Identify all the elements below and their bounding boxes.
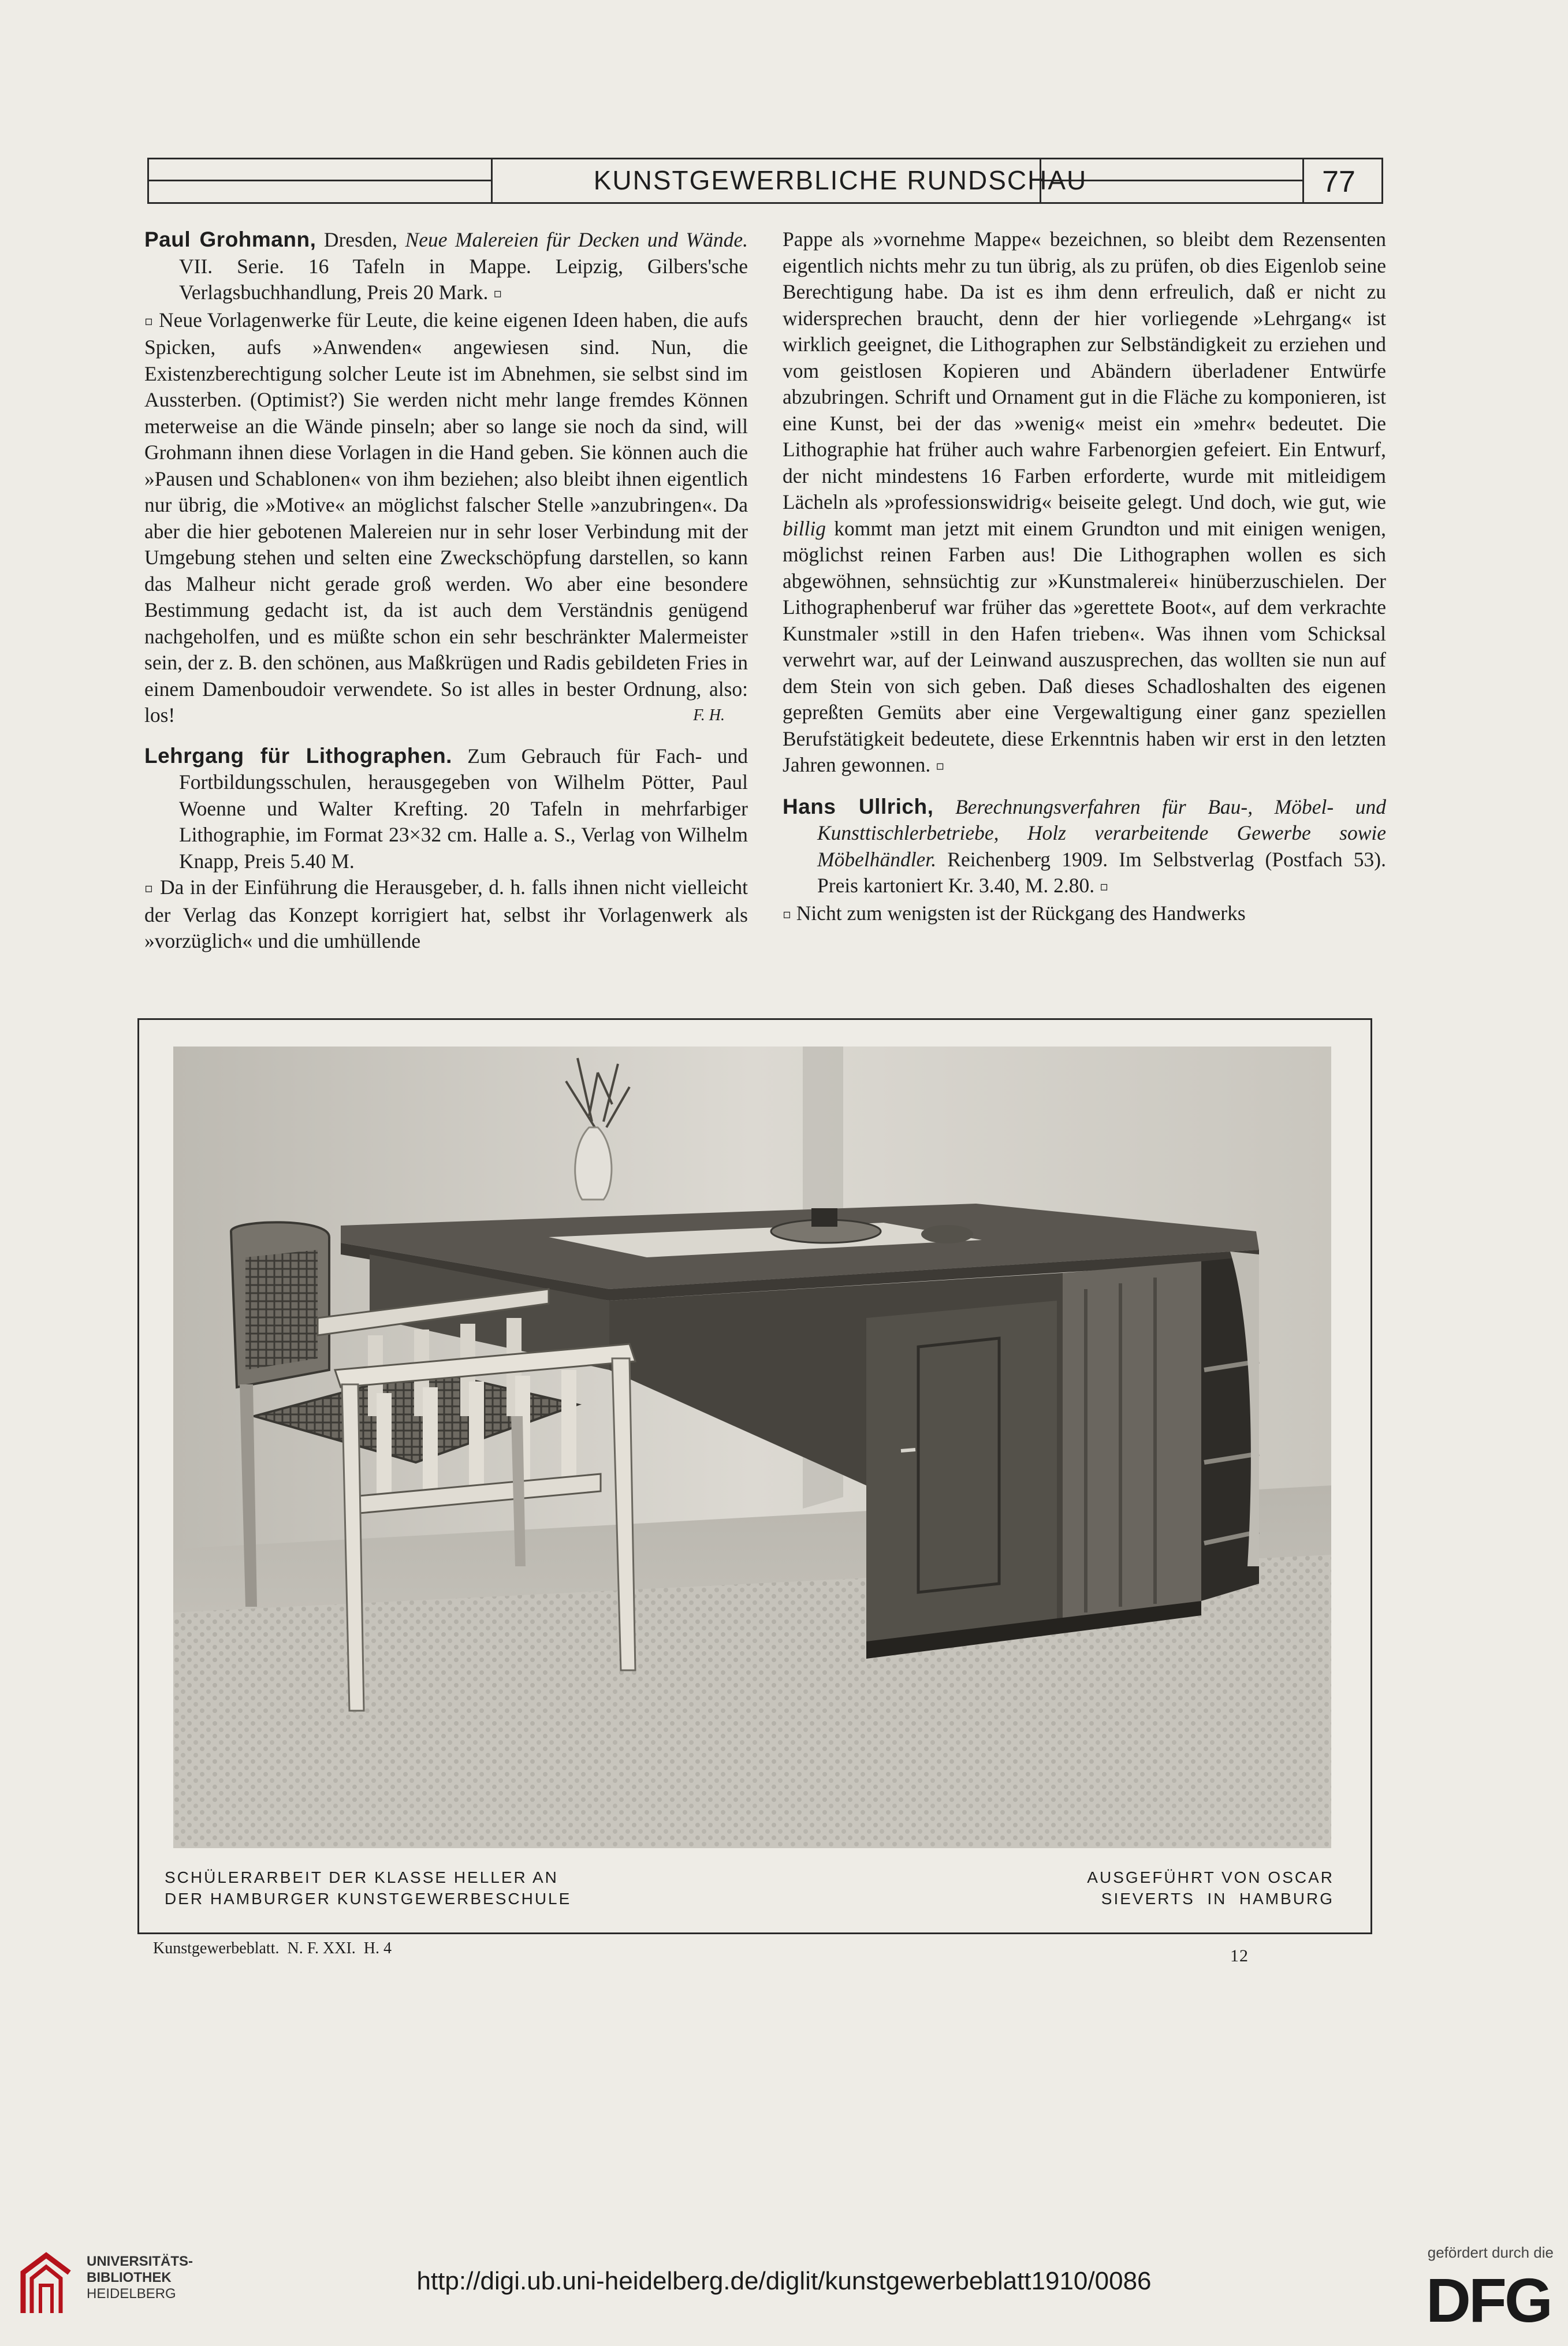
review-text: Neue Vorlagenwerke für Leute, die keine eigenen Ideen haben, die aufs Spicken, aufs »Anwenden« angewiesen sind. Nun, die Existenzberechtigung solcher Leute ist im Abnehmen, sie selbst sind im Aussterben. (Optimist?) Sie werden nicht mehr lange fremdes Können meterweise an die Wände pinseln; aber so lange sie noch da sind, will Grohmann ihnen diese Vorlagen in die Hand geben. Sie können auch die »Pausen und Schablonen« von ihm beziehen; also bleibt ihnen eigentlich nur übrig, die »Motive« an möglichst falscher Stelle »anzubringen«. Da aber die hier gebotenen Malereien nur in sehr loser Verbindung mit der Umgebung stehen und selten eine Zweckschöpfung darstellen, so kann das Malheur nicht gerade groß werden. Wo aber eine besondere Bestimmung gedacht ist, da ist auch dem Verständnis genügend nachgeholfen, und es müßte schon ein sehr beschränkter Malermeister sein, der z. B. den schönen, aus Maßkrügen und Radis gebildeten Fries in einem Damenboudoir verwendete. So ist alles in bester Ordnung, also: los! [144, 308, 748, 727]
desk-inkwell [811, 1208, 837, 1227]
review-heading-lithographen [144, 743, 748, 875]
review-author: Paul Grohmann, [144, 228, 316, 251]
bullet-mark: ▫ [144, 314, 154, 329]
bullet-mark: ▫ [493, 286, 502, 301]
running-header [147, 158, 1383, 204]
page-number: 77 [1322, 165, 1355, 199]
furniture-photograph [173, 1047, 1331, 1848]
review-body-grohmann [144, 307, 748, 729]
dfg-logo-icon [1395, 2267, 1556, 2330]
review-heading-ullrich [783, 794, 1386, 900]
desk-door-key [901, 1450, 915, 1451]
figure-frame-left [137, 1018, 139, 1934]
text-column-right [783, 226, 1386, 928]
library-name-line: UNIVERSITÄTS- [87, 2254, 193, 2269]
figure-caption-left [165, 1867, 684, 1909]
review-text: Nicht zum wenigsten ist der Rückgang des Handwerks [796, 901, 1246, 925]
review-text: Pappe als »vornehme Mappe« bezeichnen, so bleibt dem Rezensenten eigentlich nichts mehr zu tun übrig, als zu prüfen, ob dies Eigenlob seine Berechtigung habe. Da ist es ihm denn erfreulich, daß er nicht zu widersprechen braucht, denn der hier vorliegende »Lehrgang« ist wirklich geeignet, die Lithographen zur Selbständigkeit zu erziehen und vom geistlosen Kopieren und Abändern überladener Entwürfe abzubringen. Schrift und Ornament gut in die Fläche zu komponieren, ist eine Kunst, bei der das »wenig« meist ein »mehr« bedeutet. Die Lithographie hat früher auch wahre Farbenorgien gefeiert. Ein Entwurf, der nicht mindestens 16 Farben erforderte, wurde mit mitleidigem Lächeln als »professionswidrig« beiseite gelegt. Und doch, wie gut, wie [783, 228, 1386, 513]
review-body-ullrich [783, 900, 1386, 928]
figure-caption-right [982, 1867, 1334, 1909]
bullet-mark: ▫ [783, 907, 791, 922]
footer-source-line: Kunstgewerbeblatt. N. F. XXI. H. 4 [153, 1939, 392, 1957]
caption-line: SCHÜLERARBEIT DER KLASSE HELLER AN [165, 1868, 558, 1886]
review-author: Hans Ullrich, [783, 794, 934, 818]
bullet-mark: ▫ [144, 881, 154, 896]
review-book-details: Reichenberg 1909. Im Selbstverlag (Postfach 53). Preis kartoniert Kr. 3.40, M. 2.80. [817, 847, 1386, 897]
caption-line: SIEVERTS IN HAMBURG [1101, 1890, 1334, 1908]
armchair-cane-back [245, 1250, 318, 1370]
review-text: kommt man jetzt mit einem Grundton und mit einigen wenigen, möglichst reinen Farben aus! Die Lithographen wollen es sich abgewöhnen, sehnsüchtig zur »Kunstmalerei« hinüberzuschielen. Der Lithographenberuf war früher das »gerettete Boot«, auf dem verkrachte Kunstmaler »still in den Hafen trieben«. Was ihnen vom Schicksal verwehrt war, auf der Leinwand auszusprechen, das wollten sie nun auf dem Stein von sich geben. Daß dieses Schadloshalten des eigenen gepreßten Gemüts aber eine Vergewaltigung einer ganz speziellen Berufstätigkeit bedeutete, diese Erkenntnis haben wir erst in den letzten Jahren gewonnen. [783, 516, 1387, 776]
library-name-line: HEIDELBERG [87, 2286, 176, 2302]
review-book-details: Zum Gebrauch für Fach- und Fortbildungsschulen, herausgegeben von Wilhelm Pötter, Paul Woenne und Walter Krefting. 20 Tafeln in mehrfarbiger Lithographie, im Format 23×32 cm. Halle a. S., Verlag von Wilhelm Knapp, Preis 5.40 M. [179, 744, 748, 873]
review-body-lithographen [144, 874, 748, 955]
review-book-details: VII. Serie. 16 Tafeln in Mappe. Leipzig, Gilbers'sche Verlagsbuchhandlung, Preis 20 Mark. [179, 254, 748, 304]
review-book-title: Berechnungsverfahren für Bau-, Möbel- und Kunsttischlerbetriebe, Holz verarbeitende Gewerbe sowie Möbelhändler. [817, 795, 1386, 871]
review-book-title: Neue Malereien für Decken und Wände. [405, 228, 748, 251]
dfg-logo-text: DFG [1426, 2267, 1551, 2330]
bullet-mark: ▫ [1100, 880, 1108, 894]
figure-frame-right [1370, 1018, 1372, 1934]
caption-line: DER HAMBURGER KUNSTGEWERBESCHULE [165, 1890, 572, 1908]
desk-pedestal-door [866, 1301, 1057, 1641]
review-signature: F. H. [693, 706, 725, 724]
text-column-left [144, 226, 748, 955]
library-name-line: BIBLIOTHEK [87, 2270, 172, 2285]
figure-frame-bottom [137, 1932, 1372, 1934]
footer-sheet-number: 12 [1230, 1946, 1249, 1965]
funding-note: gefördert durch die [1427, 2244, 1554, 2261]
emphasized-word: billig [783, 516, 826, 540]
journal-section-title: KUNSTGEWERBLICHE RUNDSCHAU [593, 165, 1087, 195]
review-place: Dresden, [323, 228, 398, 251]
desk-pedestal-side [1063, 1261, 1201, 1624]
review-title-bold: Lehrgang für Lithographen. [144, 743, 452, 768]
digital-copy-url-link[interactable]: http://digi.ub.uni-heidelberg.de/diglit/kunstgewerbeblatt1910/0086 [416, 2267, 1152, 2295]
figure-frame-top [137, 1018, 1372, 1020]
review-heading-grohmann [144, 226, 748, 307]
review-text: Da in der Einführung die Herausgeber, d. h. falls ihnen nicht vielleicht der Verlag das Konzept korrigiert hat, selbst ihr Vorlagenwerk als »vorzüglich« und die umhüllende [144, 876, 748, 952]
review-body-lithographen-continued [783, 226, 1386, 780]
desk-blotter [921, 1225, 973, 1243]
bullet-mark: ▫ [936, 759, 945, 773]
caption-line: AUSGEFÜHRT VON OSCAR [1087, 1868, 1334, 1886]
